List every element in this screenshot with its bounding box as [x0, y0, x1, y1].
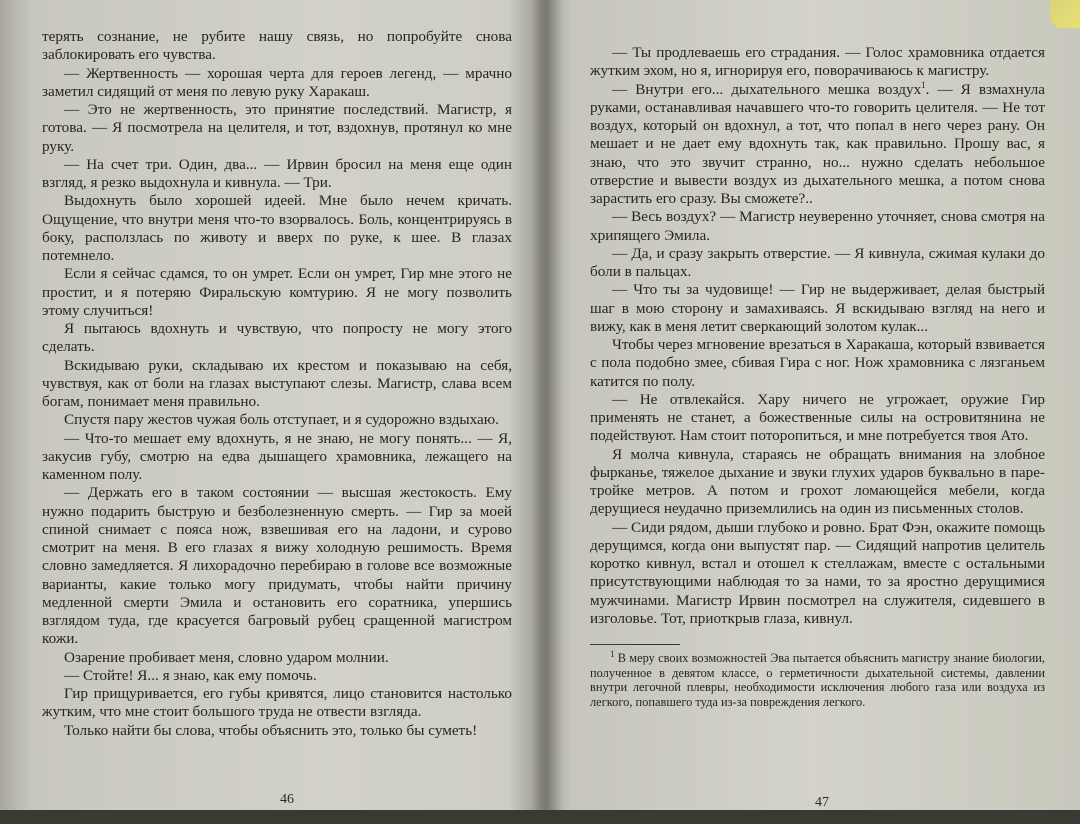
paragraph: Чтобы через мгновение врезаться в Харакаша, который взвивается с пола подобно змее, сбивая Гира с ног. Нож храмовника с лязганьем катится по полу. [590, 336, 1045, 390]
page-number-left: 46 [280, 792, 294, 807]
footnote-marker: 1 [921, 79, 926, 90]
page-number-right: 47 [815, 795, 829, 810]
paragraph: — Жертвенность — хорошая черта для героев легенд, — мрачно заметил сидящий от меня по левую руку Харакаш. [42, 64, 512, 100]
paragraph: Озарение пробивает меня, словно ударом молнии. [64, 648, 389, 666]
paragraph: — Да, и сразу закрыть отверстие. — Я кивнула, сжимая кулаки до боли в пальцах. [590, 244, 1045, 280]
yellow-clip [1050, 0, 1080, 28]
paragraph: Я пытаюсь вдохнуть и чувствую, что попросту не могу этого сделать. [42, 320, 512, 356]
paragraph: — Держать его в таком состоянии — высшая жестокость. Ему нужно подарить быструю и безболезненную смерть. — Гир за моей спиной снимает с пояса нож, взвешивая его на ладони, и сурово смотрит на меня. В его глазах я вижу холодную решимость. Время словно замедляется. Я лихорадочно перебираю в голове все возможные варианты, какие только могу придумать, чтобы найти причину медленной смерти Эмила и остановить его соратника, упершись взглядом туда, где красуется багровый рубец сращенной магистром кожи. [42, 484, 512, 648]
paragraph: Только найти бы слова, чтобы объяснить это, только бы суметь! [64, 721, 478, 739]
left-page-text [42, 28, 512, 740]
paragraph: — На счет три. Один, два... — Ирвин бросил на меня еще один взгляд, я резко выдохнула и кивнула. — Три. [42, 155, 512, 191]
paragraph: — Что ты за чудовище! — Гир не выдерживает, делая быстрый шаг в мою сторону и замахиваясь. Я вскидываю взгляд на него и вижу, как в меня летит сверкающий золотом кулак... [590, 281, 1045, 335]
paragraph: Я молча кивнула, стараясь не обращать внимания на злобное фырканье, тяжелое дыхание и звуки глухих ударов буквально в паре-тройке метров. А потом и грохот ломающейся мебели, когда дерущиеся неудачно приземлились на один из письменных столов. [590, 445, 1045, 518]
paragraph: — Весь воздух? — Магистр неуверенно уточняет, снова смотря на хрипящего Эмила. [590, 208, 1045, 244]
paragraph: — Это не жертвенность, это принятие последствий. Магистр, я готова. — Я посмотрела на целителя, и тот, вздохнув, протянул ко мне руку. [42, 101, 512, 155]
footnote-text [590, 648, 1045, 709]
paragraph: Выдохнуть было хорошей идеей. Мне было нечем кричать. Ощущение, что внутри меня что-то взорвалось. Боль, концентрируясь в боку, расползлась по животу и вверх по руке, к шее. В глазах потемнело. [42, 192, 512, 264]
paragraph: терять сознание, не рубите нашу связь, но попробуйте снова заблокировать его чувства. [42, 28, 512, 64]
left-page [42, 28, 512, 808]
footnote-number: 1 [610, 648, 615, 659]
right-page-text [590, 44, 1045, 628]
paragraph-start: — Внутри его... дыхательного мешка воздух [612, 80, 922, 98]
paragraph: Если я сейчас сдамся, то он умрет. Если он умрет, Гир мне этого не простит, и я потеряю Фиральскую комтурию. Я не могу позволить этому случиться! [42, 265, 512, 319]
paragraph: Спустя пару жестов чужая боль отступает, и я судорожно вздыхаю. [64, 411, 499, 429]
footnote-body: В меру своих возможностей Эва пытается объяснить магистру знание биологии, полученное в девятом классе, о герметичности дыхательной системы, давлении внутри легочной плевры, необходимости исключения любого газа или воздуха из легкого, попавшего туда из-за повреждения легкого. [590, 651, 1045, 709]
footnote-rule [590, 644, 680, 645]
paragraph: — Сиди рядом, дыши глубоко и ровно. Брат Фэн, окажите помощь дерущимся, когда они выпустят пар. — Сидящий напротив целитель коротко кивнул, встал и отошел к стеллажам, вместе с остальными присутствующими наблюдая то за нами, то за яростно дерущимися мужчинами. Магистр Ирвин посмотрел на служителя, сидевшего в изголовье. Тот, приоткрыв глаза, кивнул. [590, 518, 1045, 627]
paragraph: — Стойте! Я... я знаю, как ему помочь. [64, 666, 317, 684]
paragraph: Гир прищуривается, его губы кривятся, лицо становится настолько жутким, что мне стоит большого труда не отвести взгляда. [42, 685, 512, 721]
paragraph: — Ты продлеваешь его страдания. — Голос храмовника отдается жутким эхом, но я, игнорируя его, поворачиваюсь к магистру. [590, 44, 1045, 80]
paragraph: — Не отвлекайся. Хару ничего не угрожает, оружие Гир применять не станет, а божественные силы на островитянина не подействуют. Нам стоит поторопиться, и мне потребуется твоя Ато. [590, 390, 1045, 445]
paragraph-with-footnote [590, 81, 1045, 209]
footnote [590, 648, 1045, 709]
right-page [590, 44, 1045, 824]
paragraph: Вскидываю руки, складываю их крестом и показываю на себя, чувствуя, как от боли на глазах выступают слезы. Магистр, слава всем богам, понимает меня правильно. [42, 356, 512, 410]
paragraph-rest: . — Я взмахнула руками, останавливая начавшего что-то говорить целителя. — Не тот воздух, который он вдохнул, а тот, что попал в него через рану. Он мешает и не дает ему вдохнуть так, как правильно. Прошу вас, я знаю, что это звучит странно, но... нужно сделать небольшое отверстие и вывести воздух из дыхательного мешка, а потом снова зарастить его сразу. Вы сможете?.. [590, 80, 1045, 207]
book-binding-shadow [532, 0, 562, 810]
paragraph: — Что-то мешает ему вдохнуть, я не знаю, не могу понять... — Я, закусив губу, смотрю на едва дышащего храмовника, лежащего на каменном полу. [42, 429, 512, 483]
